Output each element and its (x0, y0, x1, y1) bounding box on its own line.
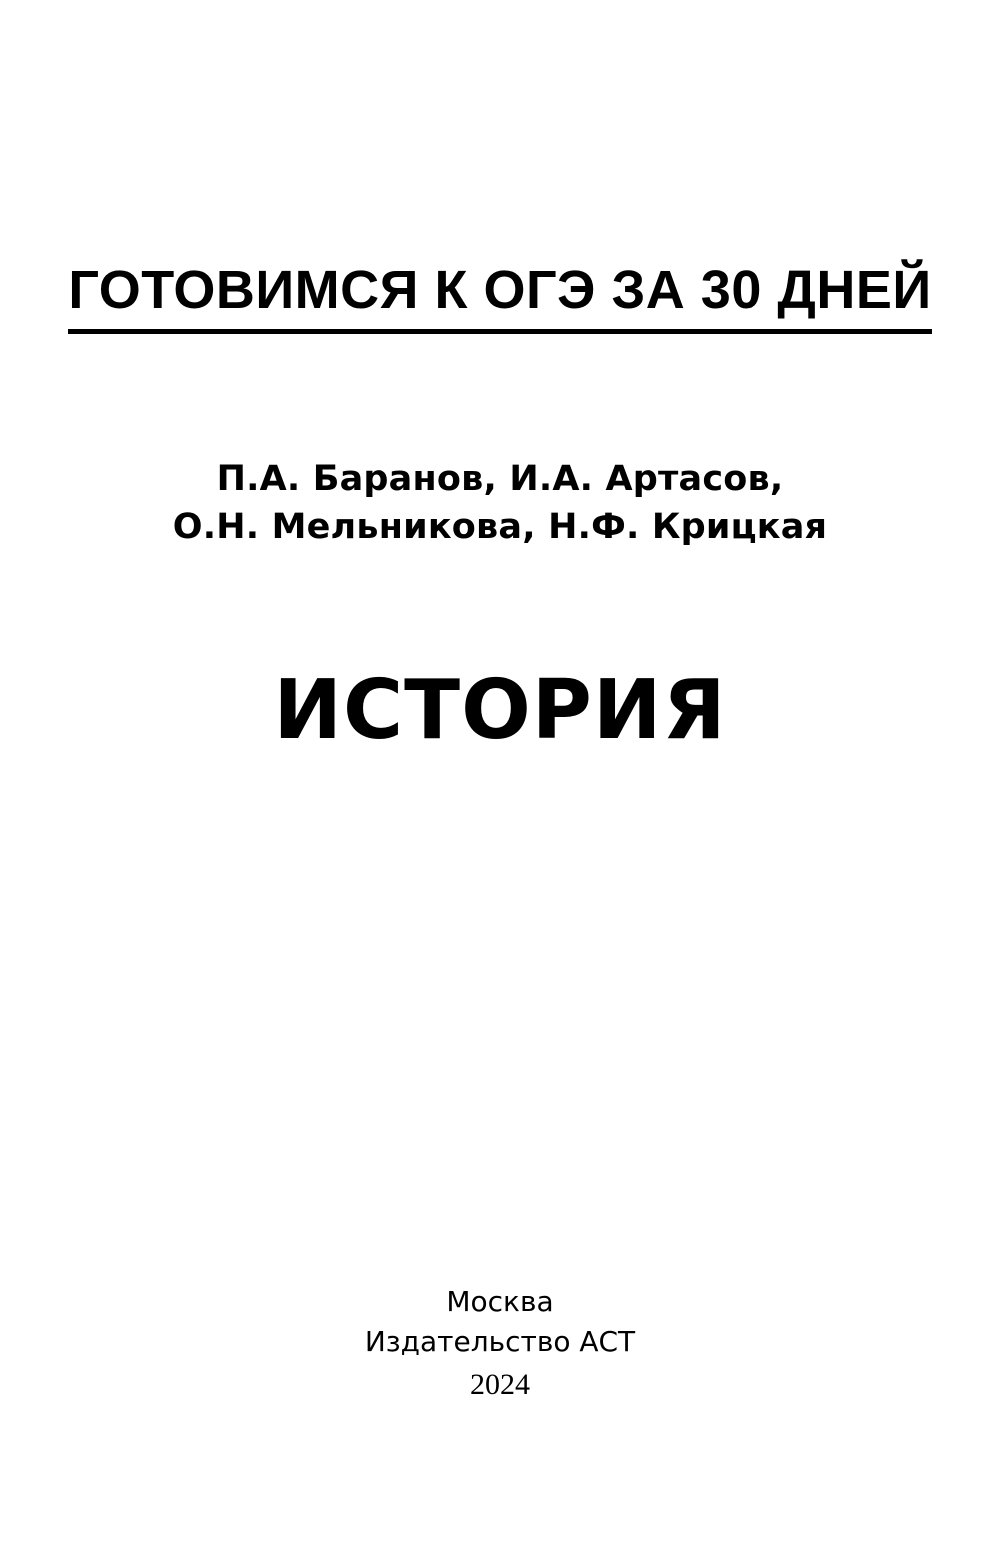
author-line: О.Н. Мельникова, Н.Ф. Крицкая (172, 507, 828, 548)
series-title: ГОТОВИМСЯ К ОГЭ ЗА 30 ДНЕЙ (68, 262, 931, 334)
page-title: ИСТОРИЯ (273, 663, 727, 758)
author-line: П.А. Баранов, И.А. Артасов, (216, 459, 784, 499)
imprint-city: Москва (446, 1285, 554, 1318)
imprint-year: 2024 (470, 1367, 530, 1401)
imprint-block (0, 1282, 1000, 1406)
imprint-publisher: Издательство АСТ (364, 1324, 636, 1358)
series-banner (0, 262, 1000, 334)
authors-block (0, 455, 1000, 552)
